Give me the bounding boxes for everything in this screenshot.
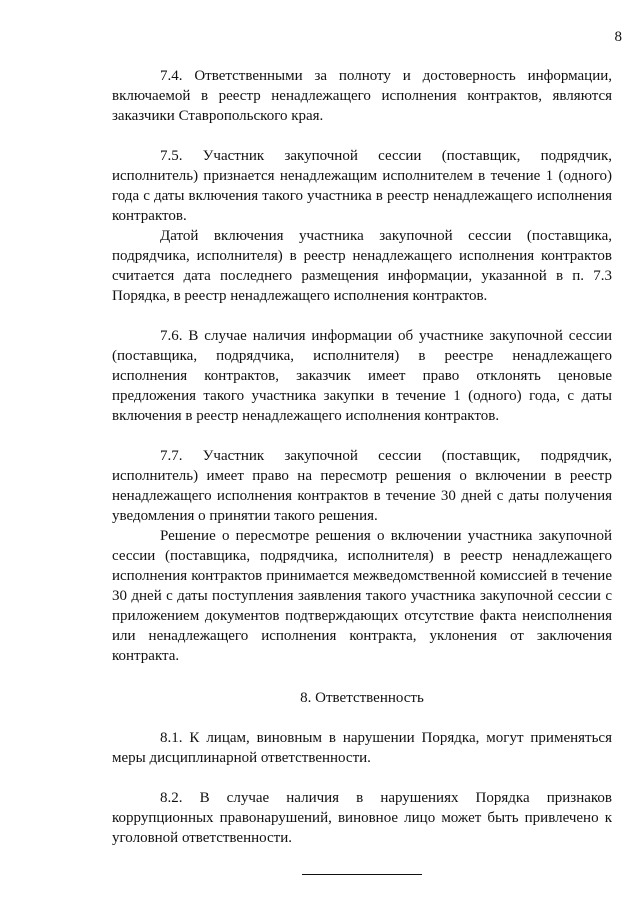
paragraph-7-5-continued: Датой включения участника закупочной сессии (поставщика, подрядчика, исполнителя) в реестр ненадлежащего исполнения контрактов считается дата последнего размещения информации, указанной в п. 7.3 Порядка, в реестр ненадлежащего исполнения контрактов. [112,228,612,304]
section-8-heading: 8. Ответственность [300,690,424,706]
closing-divider-line [302,874,422,875]
paragraph-7-7: 7.7. Участник закупочной сессии (поставщик, подрядчик, исполнитель) имеет право на пересмотр решения о включении в реестр ненадлежащего исполнения контрактов в течение 30 дней с даты получения уведомления о принятии такого решения. [112,448,612,524]
paragraph-8-2: 8.2. В случае наличия в нарушениях Порядка признаков коррупционных правонарушений, виновное лицо может быть привлечено к уголовной ответственности. [112,790,612,846]
paragraph-7-4: 7.4. Ответственными за полноту и достоверность информации, включаемой в реестр ненадлежащего исполнения контрактов, являются заказчики Ставропольского края. [112,68,612,124]
paragraph-7-6: 7.6. В случае наличия информации об участнике закупочной сессии (поставщика, подрядчика, исполнителя) в реестре ненадлежащего исполнения контрактов, заказчик имеет право отклонять ценовые предложения такого участника закупки в течение 1 (одного) года, с даты включения в реестр ненадлежащего исполнения контрактов. [112,328,612,424]
page-number: 8 [614,29,622,45]
document-body [112,66,612,875]
paragraph-7-7-continued: Решение о пересмотре решения о включении участника закупочной сессии (поставщика, подрядчика, исполнителя) в реестр ненадлежащего исполнения контрактов принимается межведомственной комиссией в течение 30 дней с даты поступления заявления такого участника закупочной сессии с приложением документов подтверждающих отсутствие факта неисполнения или ненадлежащего исполнения контракта, уклонения от заключения контракта. [112,528,612,664]
paragraph-8-1: 8.1. К лицам, виновным в нарушении Порядка, могут применяться меры дисциплинарной ответственности. [112,730,612,766]
paragraph-7-5: 7.5. Участник закупочной сессии (поставщик, подрядчик, исполнитель) признается ненадлежащим исполнителем в течение 1 (одного) года с даты включения такого участника в реестр ненадлежащего исполнения контрактов. [112,148,612,224]
